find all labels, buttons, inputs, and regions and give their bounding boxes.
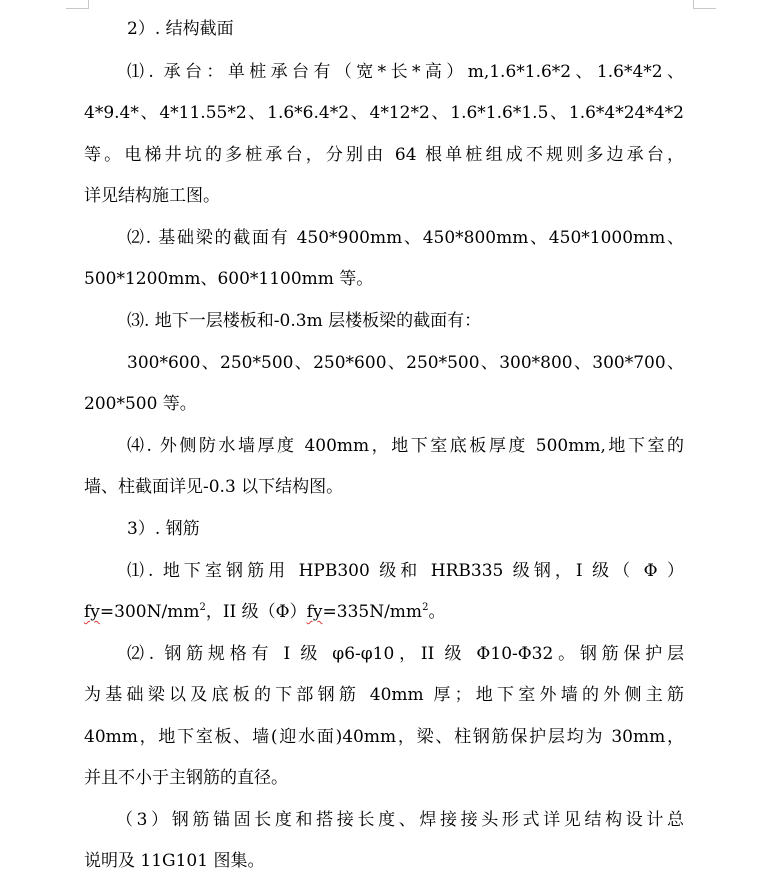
grade-text: ，II 级（Φ） [205, 602, 307, 622]
heading-rebar: 3）. 钢筋 [127, 519, 200, 539]
paragraph-line: 500*1200mm、600*1100mm 等。 [84, 269, 374, 289]
heading-structural-section: 2）. 结构截面 [127, 19, 234, 39]
fy-value: =300N/mm [99, 602, 200, 622]
fy-symbol: fy [306, 602, 323, 622]
paragraph-line: 300*600、250*500、250*600、250*500、300*800、300*700、 [127, 353, 684, 373]
fy-value: =335N/mm [322, 602, 423, 622]
superscript: 2 [199, 602, 206, 613]
paragraph-line: 说明及 11G101 图集。 [84, 851, 265, 871]
line-end: 。 [428, 602, 446, 622]
paragraph-line: 200*500 等。 [84, 394, 197, 414]
paragraph-line: ⑵. 钢筋规格有 I 级 φ6-φ10，II 级 Φ10-Φ32。钢筋保护层 [127, 644, 684, 664]
page-corner-mark-left [66, 0, 89, 9]
paragraph-line: ⑴. 承台：单桩承台有（宽*长*高）m,1.6*1.6*2、1.6*4*2、 [127, 62, 684, 82]
fy-strength-line [84, 600, 704, 624]
paragraph-line: ⑴. 地下室钢筋用 HPB300 级和 HRB335 级钢，I 级（ Φ ） [127, 561, 684, 581]
paragraph-line: 为基础梁以及底板的下部钢筋 40mm 厚；地下室外墙的外侧主筋 [84, 685, 684, 705]
paragraph-line: 40mm，地下室板、墙(迎水面)40mm，梁、柱钢筋保护层均为 30mm， [84, 727, 684, 747]
page-corner-mark-right [693, 0, 716, 9]
paragraph-line: 并且不小于主钢筋的直径。 [84, 768, 288, 788]
paragraph-line: ⑵. 基础梁的截面有 450*900mm、450*800mm、450*1000mm、 [127, 228, 684, 248]
paragraph-line: 4*9.4*、4*11.55*2、1.6*6.4*2、4*12*2、1.6*1.6*1.5、1.6*4*24*4*2 [84, 103, 684, 123]
paragraph-line: 等。电梯井坑的多桩承台，分别由 64 根单桩组成不规则多边承台， [84, 145, 684, 165]
paragraph-line: （3）钢筋锚固长度和搭接长度、焊接接头形式详见结构设计总 [116, 810, 684, 830]
paragraph-line: ⑷. 外侧防水墙厚度 400mm，地下室底板厚度 500mm,地下室的 [127, 436, 684, 456]
fy-symbol: fy [84, 602, 100, 622]
paragraph-line: 墙、柱截面详见-0.3 以下结构图。 [84, 477, 344, 497]
superscript: 2 [422, 602, 429, 613]
paragraph-line: 详见结构施工图。 [84, 186, 220, 206]
paragraph-line: ⑶. 地下一层楼板和-0.3m 层楼板梁的截面有： [127, 311, 482, 331]
